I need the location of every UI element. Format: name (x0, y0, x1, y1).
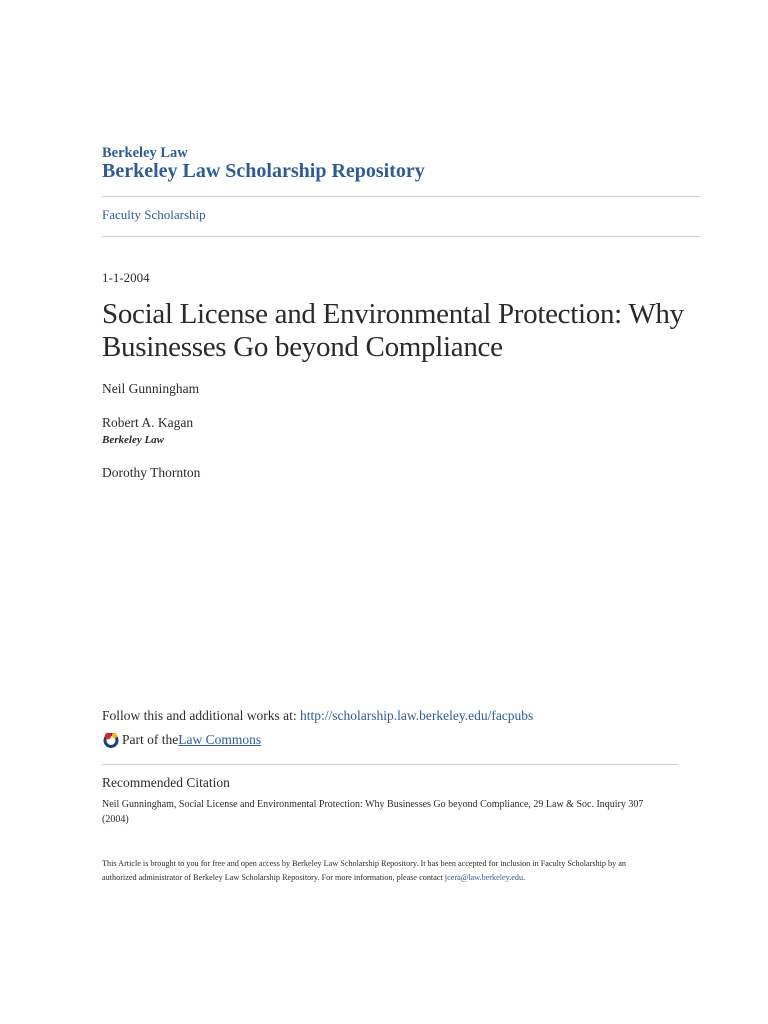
access-notice (102, 857, 662, 885)
law-commons-link[interactable]: Law Commons (178, 732, 262, 747)
notice-suffix: . (523, 873, 526, 882)
divider-top (102, 196, 700, 197)
divider-citation (102, 764, 678, 765)
author-name: Robert A. Kagan (102, 415, 194, 430)
author-name: Dorothy Thornton (102, 465, 201, 480)
collection-link-faculty-scholarship[interactable]: Faculty Scholarship (102, 207, 206, 222)
notice-text: This Article is brought to you for free and open access by Berkeley Law Scholarship Repository. It has been accepted for inclusion in Faculty Scholarship by an authorized administrator of Berkeley Law Scholarship Repository. For more information, please contact (102, 859, 627, 882)
part-of-line (102, 731, 261, 749)
part-prefix: Part of the (122, 732, 179, 747)
citation-heading: Recommended Citation (102, 775, 230, 790)
facpubs-url-link[interactable]: http://scholarship.law.berkeley.edu/facpubs (300, 708, 534, 723)
follow-prefix: Follow this and additional works at: (102, 708, 300, 723)
follow-line (102, 708, 533, 724)
bepress-commons-icon (102, 731, 120, 749)
divider-bottom (102, 236, 700, 237)
author-affiliation: Berkeley Law (102, 434, 165, 446)
institution-name: Berkeley Law (102, 145, 188, 161)
contact-email-link[interactable]: jcera@law.berkeley.edu (444, 873, 524, 882)
citation-text: Neil Gunningham, Social License and Environmental Protection: Why Businesses Go beyond Compliance, 29 Law & Soc. Inquiry 307 (2004) (102, 799, 644, 825)
publication-date: 1-1-2004 (102, 270, 150, 285)
repository-name[interactable]: Berkeley Law Scholarship Repository (102, 160, 425, 182)
author-name: Neil Gunningham (102, 381, 200, 396)
article-title: Social License and Environmental Protection: Why Businesses Go beyond Compliance (102, 298, 684, 363)
